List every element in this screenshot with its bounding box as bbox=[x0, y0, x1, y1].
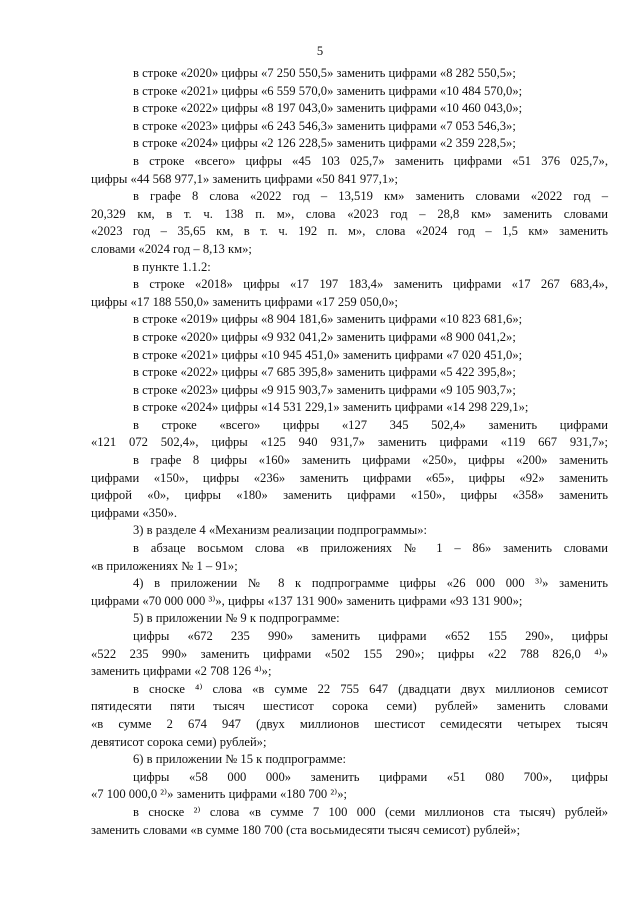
text-line: в графе 8 слова «2022 год – 13,519 км» заменить словами «2022 год – bbox=[133, 189, 608, 204]
text-line: в графе 8 цифры «160» заменить цифрами «250», цифры «200» заменить bbox=[133, 453, 608, 468]
text-line: 4) в приложении № 8 к подпрограмме цифры «26 000 000 ³⁾» заменить bbox=[133, 576, 608, 591]
text-line: в строке «всего» цифры «127 345 502,4» заменить цифрами bbox=[133, 417, 608, 432]
text-line: «522 235 990» заменить цифрами «502 155 290»; цифры «22 788 826,0 ⁴⁾» bbox=[91, 646, 608, 661]
text-line: цифрами «350». bbox=[91, 505, 178, 520]
text-line: пятидесяти пяти тысяч шестисот сорока семи) рублей» заменить словами bbox=[91, 699, 608, 714]
text-line: в строке «2020» цифры «9 932 041,2» заменить цифрами «8 900 041,2»; bbox=[133, 329, 516, 344]
text-line: в строке «2024» цифры «14 531 229,1» заменить цифрами «14 298 229,1»; bbox=[133, 400, 529, 415]
text-line: заменить словами «в сумме 180 700 (ста восьмидесяти тысяч семисот) рублей»; bbox=[91, 822, 521, 837]
text-line: в строке «2023» цифры «6 243 546,3» заменить цифрами «7 053 546,3»; bbox=[133, 118, 516, 133]
text-line: 3) в разделе 4 «Механизм реализации подпрограммы»: bbox=[133, 523, 428, 538]
page-number: 5 bbox=[316, 44, 324, 58]
text-line: 20,329 км, в т. ч. 138 п. м», слова «2023 год – 28,8 км» заменить словами bbox=[91, 206, 608, 221]
text-line: в сноске ²⁾ слова «в сумме 7 100 000 (семи миллионов ста тысяч) рублей» bbox=[133, 804, 608, 819]
text-line: цифры «58 000 000» заменить цифрами «51 080 700», цифры bbox=[133, 769, 608, 784]
text-line: в строке «2021» цифры «6 559 570,0» заменить цифрами «10 484 570,0»; bbox=[133, 83, 523, 98]
text-line: «в сумме 2 674 947 (двух миллионов шестисот семидесяти четырех тысяч bbox=[91, 716, 608, 731]
text-line: словами «2024 год – 8,13 км»; bbox=[91, 241, 252, 256]
text-line: цифры «17 188 550,0» заменить цифрами «17 259 050,0»; bbox=[91, 294, 398, 309]
text-line: в строке «2023» цифры «9 915 903,7» заменить цифрами «9 105 903,7»; bbox=[133, 382, 516, 397]
text-line: в строке «2021» цифры «10 945 451,0» заменить цифрами «7 020 451,0»; bbox=[133, 347, 523, 362]
text-line: в строке «2020» цифры «7 250 550,5» заменить цифрами «8 282 550,5»; bbox=[133, 66, 516, 80]
text-line: в строке «2019» цифры «8 904 181,6» заменить цифрами «10 823 681,6»; bbox=[133, 312, 523, 327]
text-line: цифры «44 568 977,1» заменить цифрами «50 841 977,1»; bbox=[91, 171, 398, 186]
text-line: цифрами «70 000 000 ³⁾», цифры «137 131 900» заменить цифрами «93 131 900»; bbox=[91, 593, 523, 608]
text-line: цифрами «150», цифры «236» заменить цифрами «65», цифры «92» заменить bbox=[91, 470, 608, 485]
text-line: цифры «672 235 990» заменить цифрами «652 155 290», цифры bbox=[133, 629, 608, 643]
text-line: «121 072 502,4», цифры «125 940 931,7» заменить цифрами «119 667 931,7»; bbox=[91, 435, 608, 450]
document-body bbox=[91, 65, 608, 839]
text-line: в пункте 1.1.2: bbox=[133, 259, 211, 274]
text-line: «2023 год – 35,65 км, в т. ч. 192 п. м», слова «2024 год – 1,5 км» заменить bbox=[91, 224, 608, 239]
text-line: 5) в приложении № 9 к подпрограмме: bbox=[133, 611, 340, 626]
text-line: в абзаце восьмом слова «в приложениях № 1 – 86» заменить словами bbox=[133, 541, 608, 556]
text-line: «7 100 000,0 ²⁾» заменить цифрами «180 700 ²⁾»; bbox=[91, 787, 348, 802]
text-line: 6) в приложении № 15 к подпрограмме: bbox=[133, 752, 346, 767]
text-line: в строке «2022» цифры «7 685 395,8» заменить цифрами «5 422 395,8»; bbox=[133, 365, 516, 380]
text-line: цифрой «0», цифры «180» заменить цифрами «150», цифры «358» заменить bbox=[91, 488, 608, 503]
text-line: в строке «2024» цифры «2 126 228,5» заменить цифрами «2 359 228,5»; bbox=[133, 136, 516, 151]
text-line: в строке «2022» цифры «8 197 043,0» заменить цифрами «10 460 043,0»; bbox=[133, 101, 523, 116]
text-line: в сноске ⁴⁾ слова «в сумме 22 755 647 (двадцати двух миллионов семисот bbox=[133, 681, 608, 696]
text-line: в строке «2018» цифры «17 197 183,4» заменить цифрами «17 267 683,4», bbox=[133, 277, 608, 292]
text-line: девятисот сорока семи) рублей»; bbox=[91, 734, 267, 749]
text-line: заменить цифрами «2 708 126 ⁴⁾»; bbox=[91, 664, 272, 679]
text-line: в строке «всего» цифры «45 103 025,7» заменить цифрами «51 376 025,7», bbox=[133, 153, 608, 168]
text-line: «в приложениях № 1 – 91»; bbox=[91, 558, 238, 573]
